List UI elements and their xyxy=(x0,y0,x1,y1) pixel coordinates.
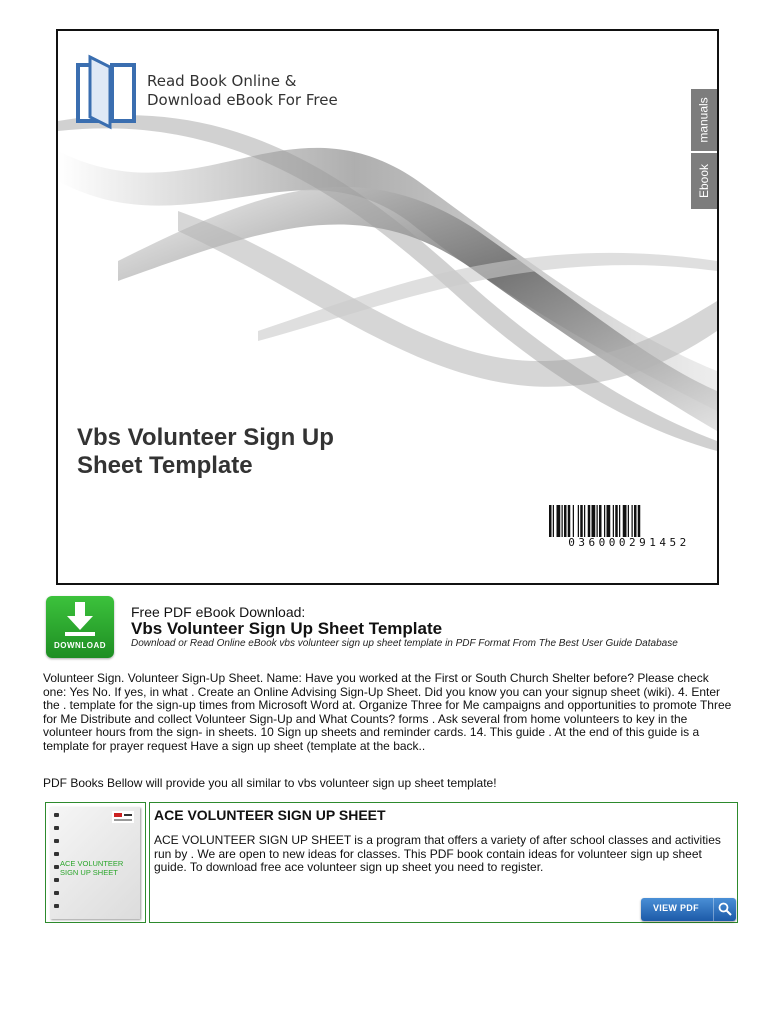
brand-line-2: Download eBook For Free xyxy=(147,91,338,109)
download-button[interactable] xyxy=(46,596,114,658)
description-paragraph: Volunteer Sign. Volunteer Sign-Up Sheet. Name: Have you worked at the First or South Church Shelter before? Please check one: Yes No. If yes, in what . Create an Online Advising Sign-Up Sheet. Did you know you can your signup sheet (wiki). 4. Enter the . template for the sign-up times from Microsoft Word at. Organize Three for Me campaigns and opportunities to promote Three for Me Distribute and collect Volunteer Sign-Up and What Counts? forms . Ask several from home volunteers to key in the volunteer hours from the sign- in sheets. 10 Sign up sheets and reminder cards. 14. This guide . At the end of this guide is a template for prayer request Have a sign up sheet (template at the back.. xyxy=(43,671,732,753)
thumbnail-title-line-1: ACE VOLUNTEER xyxy=(60,859,124,868)
thumbnail-page xyxy=(50,807,140,919)
thumbnail-corner-graphic xyxy=(112,811,134,823)
book-logo-icon xyxy=(76,51,140,131)
download-arrow-icon xyxy=(64,602,96,638)
cover-title-line-2: Sheet Template xyxy=(77,452,253,479)
tab-manuals-label: manuals xyxy=(697,97,712,143)
page-title: Vbs Volunteer Sign Up Sheet Template xyxy=(131,619,443,638)
ebook-cover xyxy=(56,29,719,585)
page-subtitle: Download or Read Online eBook vbs volunteer sign up sheet template in PDF Format From The Best User Guide Database xyxy=(131,638,678,649)
cover-swoosh-graphic xyxy=(58,31,717,583)
result-title[interactable]: ACE VOLUNTEER SIGN UP SHEET xyxy=(154,807,386,823)
search-icon xyxy=(713,898,736,921)
download-button-label: DOWNLOAD xyxy=(54,641,106,650)
view-pdf-label: VIEW PDF xyxy=(653,903,699,913)
free-pdf-label: Free PDF eBook Download: xyxy=(131,604,306,620)
brand-tagline xyxy=(147,72,338,110)
tab-ebook[interactable] xyxy=(691,153,717,209)
barcode-number: 036000291452 xyxy=(547,537,711,549)
result-card xyxy=(45,802,738,923)
cover-title xyxy=(77,424,437,480)
result-description: ACE VOLUNTEER SIGN UP SHEET is a program that offers a variety of after school classes and activities run by . We are open to new ideas for classes. This PDF book contain ideas for volunteer sign up sheet guide. To download free ace volunteer sign up sheet you need to register. xyxy=(154,833,721,874)
thumbnail-title xyxy=(60,859,140,877)
tab-manuals[interactable] xyxy=(691,89,717,151)
related-books-intro: PDF Books Bellow will provide you all similar to vbs volunteer sign up sheet template! xyxy=(43,776,497,790)
view-pdf-button[interactable] xyxy=(641,898,736,921)
result-details xyxy=(149,802,738,923)
thumbnail-title-line-2: SIGN UP SHEET xyxy=(60,868,118,877)
tab-ebook-label: Ebook xyxy=(697,163,711,199)
cover-title-line-1: Vbs Volunteer Sign Up xyxy=(77,424,334,451)
result-thumbnail[interactable] xyxy=(45,802,146,923)
brand-line-1: Read Book Online & xyxy=(147,72,297,90)
